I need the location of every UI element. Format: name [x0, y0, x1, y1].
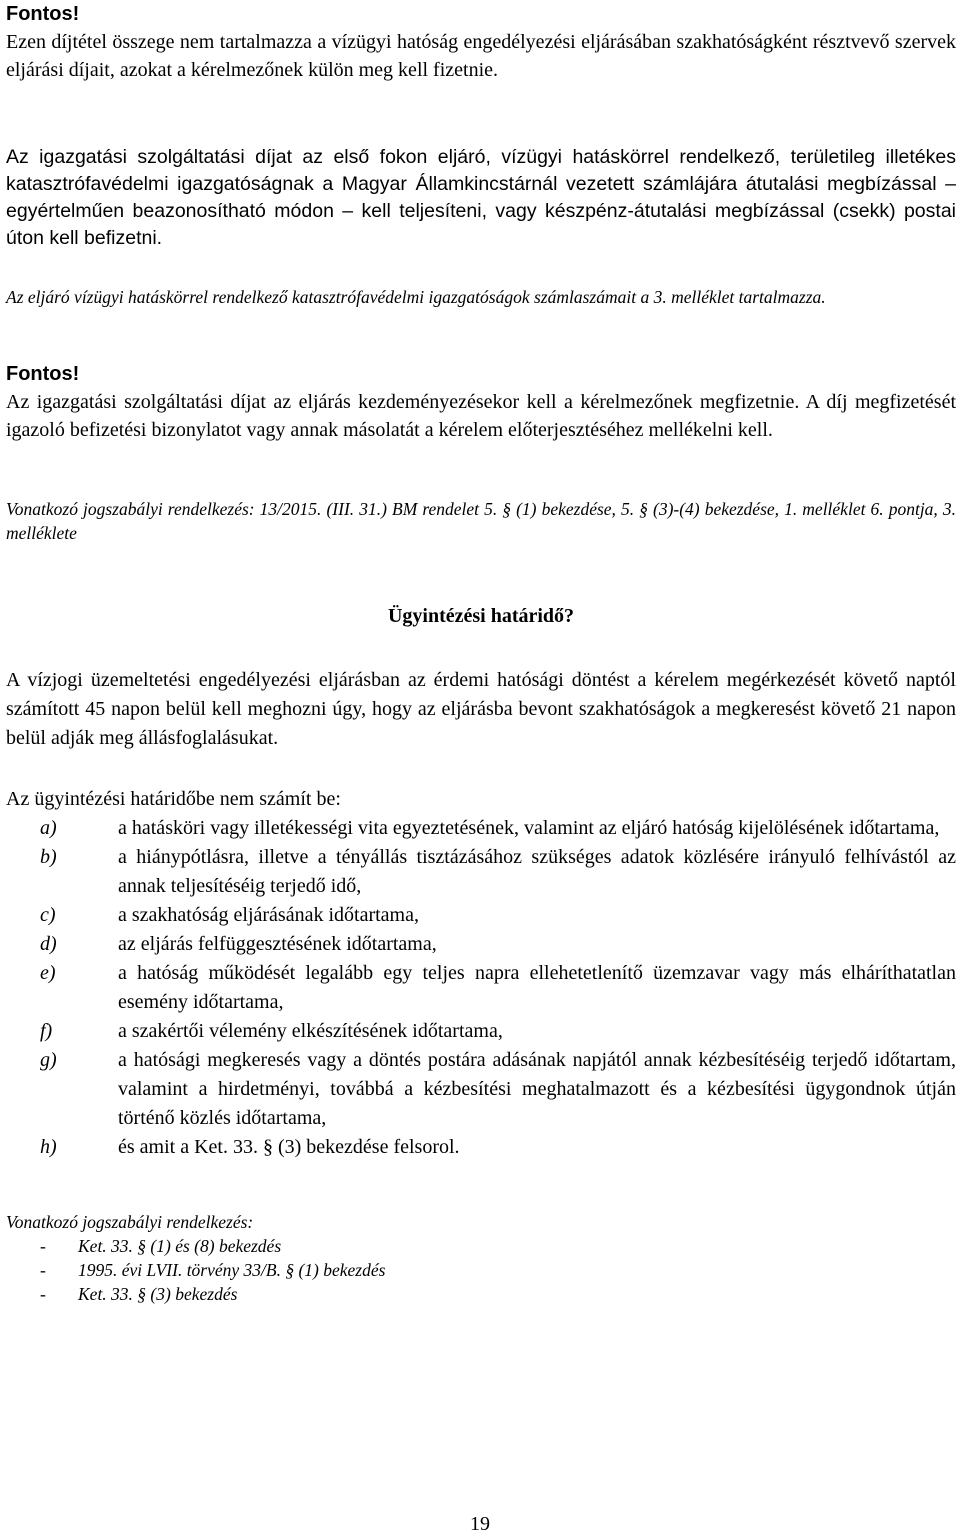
list-item-label: f) — [40, 1020, 53, 1042]
list-item — [6, 1258, 956, 1282]
list-item-text: a szakhatóság eljárásának időtartama, — [118, 904, 419, 926]
list-item — [6, 814, 956, 843]
list-item-text: a hatásköri vagy illetékességi vita egyeztetésének, valamint az eljáró hatóság kijelölésének időtartama, — [118, 817, 940, 839]
page-number: 19 — [470, 1513, 490, 1535]
list-item — [6, 1234, 956, 1258]
account-note: Az eljáró vízügyi hatáskörrel rendelkező katasztrófavédelmi igazgatóságok számlaszámait a 3. melléklet tartalmazza. — [6, 287, 826, 307]
deadline-paragraph: A vízjogi üzemeltetési engedélyezési eljárásban az érdemi hatósági döntést a kérelem megérkezését követő naptól számított 45 napon belül kell meghozni úgy, hogy az eljárásba bevont szakhatóságok a megkeresést követő 21 napon belül adják meg állásfoglalásukat. — [6, 669, 956, 749]
notice-text: Az igazgatási szolgáltatási díjat az eljárás kezdeményezésekor kell a kérelmezőnek megfizetnie. A díj megfizetését igazoló befizetési bizonylatot vagy annak másolatát a kérelem előterjesztéséhez mellékelni kell. — [6, 391, 956, 441]
list-item-text: a hatósági megkeresés vagy a döntés postára adásának napjától annak kézbesítéséig terjedő időtartam, valamint a hirdetményi, továbbá a kézbesítési meghatalmazott és a kézbesítési ügygondnok útján történő közlés időtartama, — [118, 1049, 956, 1129]
legal-reference-list — [6, 1210, 956, 1306]
list-item-label: c) — [40, 904, 56, 926]
list-item-text: Ket. 33. § (3) bekezdés — [78, 1284, 238, 1304]
list-item-text: a szakértői vélemény elkészítésének időtartama, — [118, 1020, 503, 1042]
list-item-text: Ket. 33. § (1) és (8) bekezdés — [78, 1236, 282, 1256]
list-item — [6, 1017, 956, 1046]
list-item-text: az eljárás felfüggesztésének időtartama, — [118, 933, 437, 955]
list-item-label: e) — [40, 962, 56, 984]
legal-reference: Vonatkozó jogszabályi rendelkezés: 13/2015. (III. 31.) BM rendelet 5. § (1) bekezdése, 5. § (3)-(4) bekezdése, 1. melléklet 6. pontja, 3. melléklete — [6, 499, 956, 543]
notice-block-1 — [6, 0, 956, 84]
notice-block-2 — [6, 360, 956, 444]
list-item-text: 1995. évi LVII. törvény 33/B. § (1) bekezdés — [78, 1260, 386, 1280]
list-item-label: b) — [40, 846, 57, 868]
dash-marker: - — [40, 1260, 46, 1280]
notice-text: Ezen díjtétel összege nem tartalmazza a vízügyi hatóság engedélyezési eljárásában szakhatóságként résztvevő szervek eljárási díjait, azokat a kérelmezőnek külön meg kell fizetnie. — [6, 31, 956, 81]
list-item — [6, 1046, 956, 1133]
legal-reference-intro: Vonatkozó jogszabályi rendelkezés: — [6, 1212, 254, 1232]
payment-paragraph: Az igazgatási szolgáltatási díjat az első fokon eljáró, vízügyi hatáskörrel rendelkező, területileg illetékes katasztrófavédelmi igazgatóságnak a Magyar Államkincstárnál vezetett számlájára átutalási megbízással – egyértelműen beazonosítható módon – kell teljesíteni, vagy készpénz-átutalási megbízással (csekk) postai úton kell befizetni. — [6, 146, 956, 249]
dash-marker: - — [40, 1284, 46, 1304]
dash-marker: - — [40, 1236, 46, 1256]
list-item — [6, 1133, 956, 1162]
exclusion-intro: Az ügyintézési határidőbe nem számít be: — [6, 788, 341, 810]
list-item — [6, 1282, 956, 1306]
list-item-text: és amit a Ket. 33. § (3) bekezdése felsorol. — [118, 1136, 460, 1158]
list-item-label: a) — [40, 817, 57, 839]
list-item — [6, 959, 956, 1017]
list-item-label: h) — [40, 1136, 57, 1158]
section-title: Ügyintézési határidő? — [387, 605, 575, 627]
exclusion-list-block — [6, 785, 956, 1162]
notice-heading: Fontos! — [6, 363, 80, 385]
list-item-label: g) — [40, 1049, 57, 1071]
list-item-text: a hatóság működését legalább egy teljes napra ellehetetlenítő üzemzavar vagy más elháríthatatlan esemény időtartama, — [118, 962, 956, 1013]
list-item — [6, 930, 956, 959]
list-item — [6, 901, 956, 930]
list-item-text: a hiánypótlásra, illetve a tényállás tisztázásához szükséges adatok közlésére irányuló felhívástól az annak teljesítéséig terjedő idő, — [118, 846, 956, 897]
notice-heading: Fontos! — [6, 3, 80, 25]
list-item-label: d) — [40, 933, 57, 955]
list-item — [6, 843, 956, 901]
